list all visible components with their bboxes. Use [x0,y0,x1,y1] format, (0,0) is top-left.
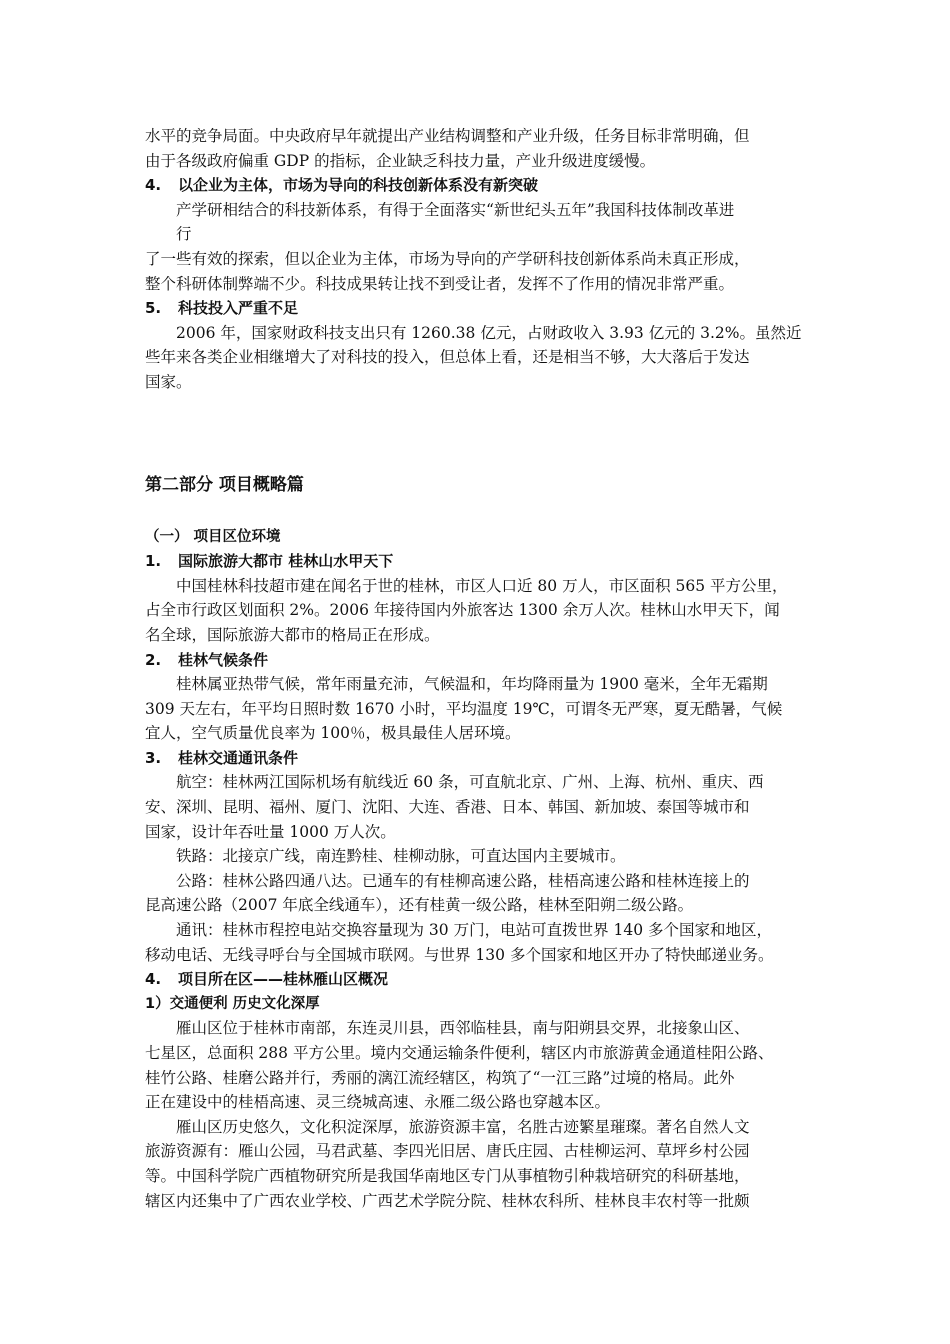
body-line: 行 [176,225,192,244]
body-line: 由于各级政府偏重 GDP 的指标，企业缺乏科技力量，产业升级进度缓慢。 [145,151,656,170]
numbered-heading [145,296,810,321]
heading-number: 2. [145,650,162,669]
body-line: 桂竹公路、桂磨公路并行，秀丽的漓江流经辖区，构筑了“一江三路”过境的格局。此外 [145,1068,735,1087]
heading-text: 桂林气候条件 [178,650,269,669]
body-line: 等。中国科学院广西植物研究所是我国华南地区专门从事植物引种栽培研究的科研基地， [145,1166,750,1185]
subsection-heading: 1）交通便利 历史文化深厚 [145,995,320,1012]
body-line: 昆高速公路（2007 年底全线通车），还有桂黄一级公路，桂林至阳朔二级公路。 [145,896,694,915]
numbered-heading [145,648,810,673]
body-line: 公路：桂林公路四通八达。已通车的有桂柳高速公路，桂梧高速公路和桂林连接上的 [176,871,750,890]
body-line: 些年来各类企业相继增大了对科技的投入，但总体上看，还是相当不够，大大落后于发达 [145,348,750,367]
heading-text: 项目所在区——桂林雁山区概况 [178,970,389,989]
numbered-heading [145,967,810,992]
heading-text: 国际旅游大都市 桂林山水甲天下 [178,552,394,571]
body-line: 2006 年，国家财政科技支出只有 1260.38 亿元，占财政收入 3.93 亿元的 3.2%。虽然近 [176,323,802,342]
body-line: 水平的竞争局面。中央政府早年就提出产业结构调整和产业升级，任务目标非常明确，但 [145,127,750,145]
heading-number: 4. [145,176,162,195]
body-line: 移动电话、无线寻呼台与全国城市联网。与世界 130 多个国家和地区开办了特快邮递业务。 [145,945,774,964]
body-line: 整个科研体制弊端不少。科技成果转让找不到受让者，发挥不了作用的情况非常严重。 [145,274,735,293]
part-title: 第二部分 项目概略篇 [145,474,304,495]
body-line: 安、深圳、昆明、福州、厦门、沈阳、大连、香港、日本、韩国、新加坡、泰国等城市和 [145,798,750,817]
heading-text: 科技投入严重不足 [178,299,299,318]
body-line: 七星区，总面积 288 平方公里。境内交通运输条件便利，辖区内市旅游黄金通道桂阳公路、 [145,1044,774,1062]
document-page [145,124,810,1213]
body-line: 正在建设中的桂梧高速、灵三绕城高速、永雁二级公路也穿越本区。 [145,1093,611,1112]
numbered-heading [145,549,810,574]
numbered-heading [145,746,810,771]
body-line: 雁山区历史悠久，文化积淀深厚，旅游资源丰富，名胜古迹繁星璀璨。著名自然人文 [176,1117,750,1136]
body-line: 通讯：桂林市程控电站交换容量现为 30 万门，电站可直拨世界 140 多个国家和地区， [176,921,773,940]
numbered-heading [145,173,810,198]
body-line: 桂林属亚热带气候，常年雨量充沛，气候温和，年均降雨量为 1900 毫米，全年无霜期 [176,675,768,694]
body-line: 宜人，空气质量优良率为 100％，极具最佳人居环境。 [145,724,521,743]
body-line: 航空：桂林两江国际机场有航线近 60 条，可直航北京、广州、上海、杭州、重庆、西 [176,773,764,792]
body-line: 铁路：北接京广线，南连黔桂、桂柳动脉，可直达国内主要城市。 [176,847,626,866]
body-line: 辖区内还集中了广西农业学校、广西艺术学院分院、桂林农科所、桂林良丰农村等一批颇 [145,1191,750,1210]
body-line: 产学研相结合的科技新体系，有得于全面落实“新世纪头五年”我国科技体制改革进 [176,200,735,219]
section-heading: （一） 项目区位环境 [145,528,281,545]
heading-number: 1. [145,552,162,571]
body-line: 国家。 [145,372,192,391]
body-line: 雁山区位于桂林市南部，东连灵川县，西邻临桂县，南与阳朔县交界，北接象山区、 [176,1019,750,1038]
heading-text: 以企业为主体，市场为导向的科技创新体系没有新突破 [178,176,539,195]
heading-number: 3. [145,748,162,767]
body-line: 了一些有效的探索，但以企业为主体，市场为导向的产学研科技创新体系尚未真正形成， [145,249,750,268]
body-line: 中国桂林科技超市建在闻名于世的桂林，市区人口近 80 万人，市区面积 565 平方公里， [176,576,788,595]
body-line: 名全球，国际旅游大都市的格局正在形成。 [145,625,440,644]
body-line: 占全市行政区划面积 2%。2006 年接待国内外旅客达 1300 余万人次。桂林山水甲天下，闻 [145,601,780,620]
body-line: 309 天左右，年平均日照时数 1670 小时，平均温度 19℃，可谓冬无严寒，夏无酷暑，气候 [145,699,783,718]
heading-number: 5. [145,299,162,318]
heading-number: 4. [145,970,162,989]
body-line: 国家，设计年吞吐量 1000 万人次。 [145,822,396,841]
body-line: 旅游资源有：雁山公园，马君武墓、李四光旧居、唐氏庄园、古桂柳运河、草坪乡村公园 [145,1142,750,1161]
heading-text: 桂林交通通讯条件 [178,748,299,767]
